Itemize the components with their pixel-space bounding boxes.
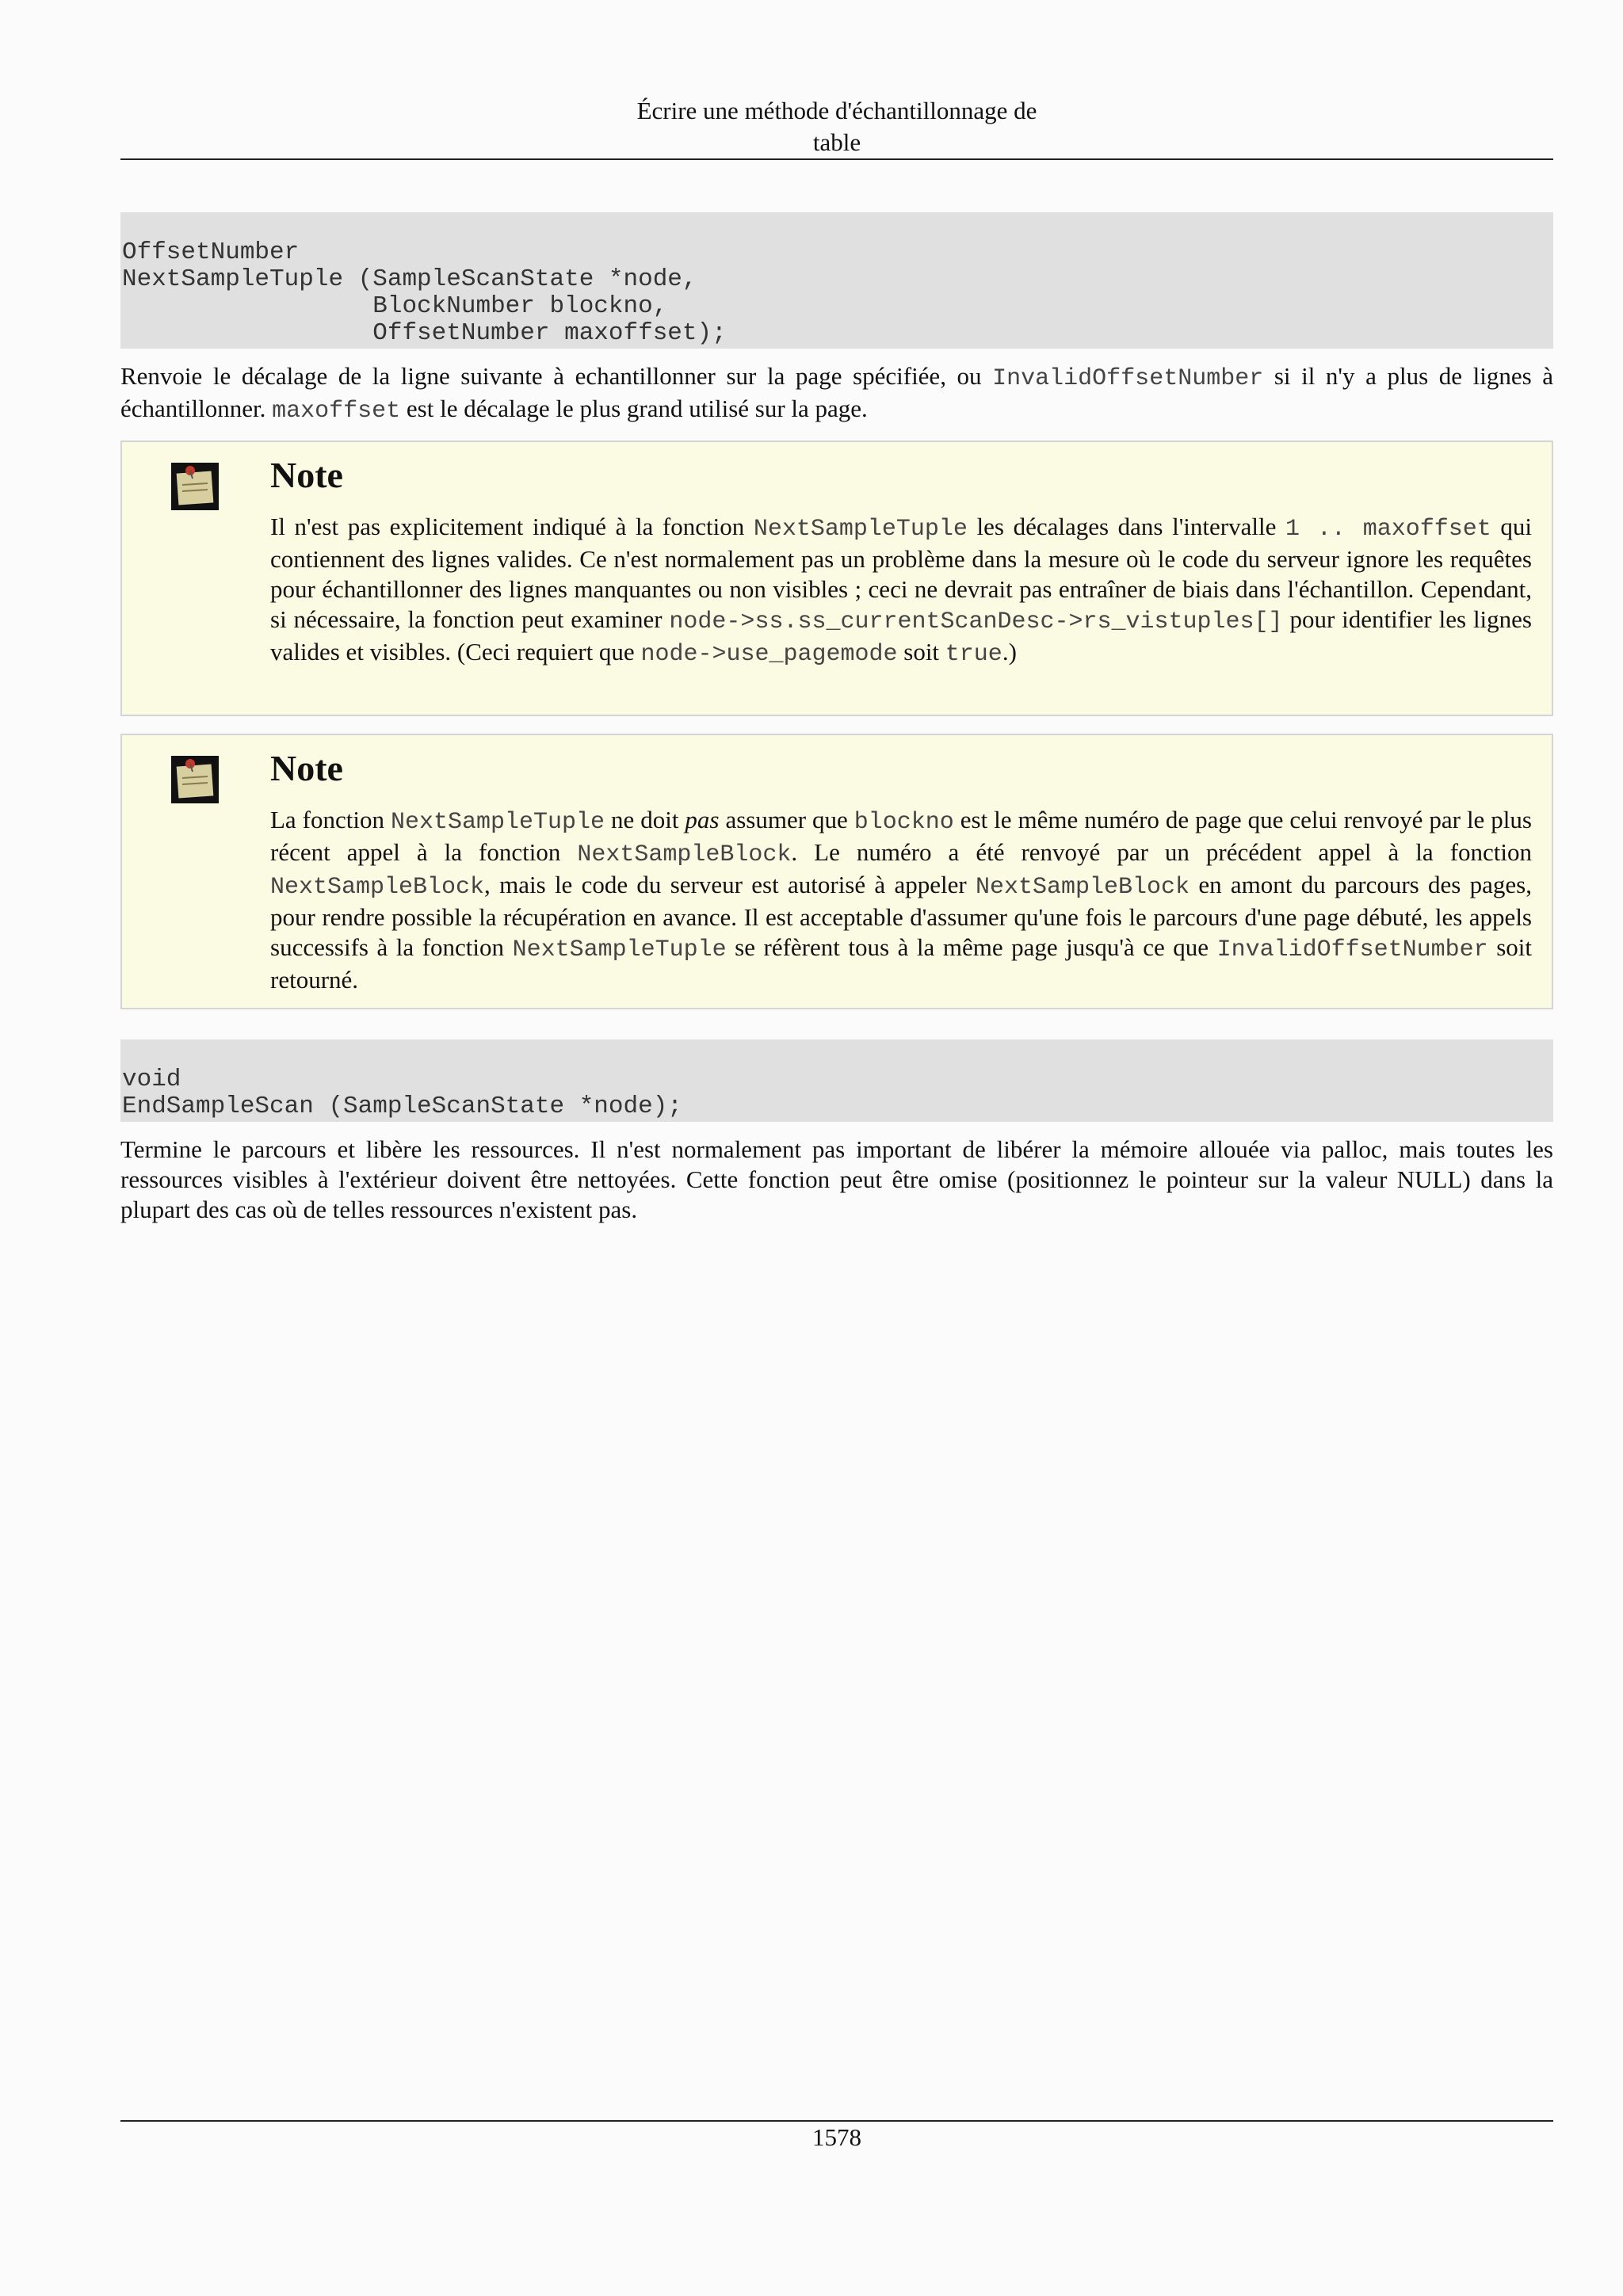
synopsis-line: EndSampleScan (SampleScanState *node); — [122, 1093, 682, 1120]
code-literal: node->ss.ss_currentScanDesc->rs_vistuples[] — [669, 608, 1283, 635]
synopsis-line: NextSampleTuple (SampleScanState *node, — [122, 265, 697, 293]
text-run: La fonction — [270, 806, 391, 833]
text-run: . Le numéro a été renvoyé par un précédent appel à la fonction — [791, 838, 1533, 866]
text-run: en amont du parcours des pages, pour rendre possible la récupération en avance. Il est acceptable d'assumer qu'une fois le parcours d'une page débuté, les appels successifs à la fonction — [270, 871, 1532, 961]
header-title-line2: table — [812, 128, 861, 156]
description-next-sample-tuple — [120, 361, 1553, 426]
text-run: est le décalage le plus grand utilisé sur la page. — [400, 395, 868, 422]
text-run: , mais le code du serveur est autorisé à appeler — [484, 871, 976, 898]
text-run: les décalages dans l'intervalle — [967, 513, 1285, 540]
header-rule — [120, 158, 1553, 160]
note-box-2 — [120, 734, 1553, 1009]
code-literal: node->use_pagemode — [640, 641, 898, 668]
text-run: soit retourné. — [270, 933, 1532, 994]
code-literal: InvalidOffsetNumber — [1216, 936, 1488, 963]
note-body — [270, 512, 1532, 669]
note-icon — [171, 463, 219, 510]
text-run: ne doit — [605, 806, 685, 833]
note-icon — [171, 756, 219, 803]
code-literal: blockno — [854, 809, 954, 836]
code-literal: NextSampleBlock — [577, 841, 792, 868]
code-literal: true — [945, 641, 1002, 668]
document-page — [120, 0, 1553, 2296]
code-literal: NextSampleTuple — [512, 936, 727, 963]
emphasis: pas — [685, 806, 720, 833]
page-number: 1578 — [812, 2123, 861, 2151]
synopsis-line: void — [122, 1066, 181, 1093]
code-literal: NextSampleTuple — [753, 516, 968, 543]
code-literal: maxoffset — [272, 398, 401, 425]
synopsis-line: OffsetNumber maxoffset); — [122, 319, 727, 347]
text-run: soit — [897, 638, 945, 666]
text-run: Il n'est pas explicitement indiqué à la fonction — [270, 513, 754, 540]
text-run: pour identifier les lignes valides et visibles. (Ceci requiert que — [270, 605, 1532, 666]
synopsis-next-sample-tuple — [120, 212, 1553, 349]
text-run: Renvoie le décalage de la ligne suivante à echantillonner sur la page spécifiée, ou — [120, 362, 993, 390]
description-end-sample-scan: Termine le parcours et libère les ressources. Il n'est normalement pas important de libérer la mémoire allouée via palloc, mais toutes les ressources visibles à l'extérieur doivent être nettoyées. Cette fonction peut être omise (positionnez le pointeur sur la valeur NULL) dans la plupart des cas où de telles ressources n'existent pas. — [120, 1135, 1553, 1223]
synopsis-line: BlockNumber blockno, — [122, 292, 668, 320]
text-run: si il n'y a plus de lignes à échantillonner. — [120, 362, 1553, 422]
synopsis-end-sample-scan — [120, 1039, 1553, 1122]
note-title: Note — [270, 748, 343, 788]
text-run: est le même numéro de page que celui renvoyé par le plus récent appel à la fonction — [270, 806, 1532, 866]
running-header — [120, 95, 1553, 158]
code-literal: NextSampleBlock — [976, 874, 1190, 901]
code-literal: NextSampleBlock — [270, 874, 485, 901]
note-body — [270, 805, 1532, 995]
header-title-line1: Écrire une méthode d'échantillonnage de — [636, 97, 1037, 124]
code-literal: InvalidOffsetNumber — [992, 365, 1264, 392]
text-run: qui contiennent des lignes valides. Ce n'est normalement pas un problème dans la mesure où le code du serveur ignore les requêtes pour échantillonner des lignes manquantes ou non visibles ; ceci ne devrait pas entraîner de biais dans l'échantillon. Cependant, si nécessaire, la fonction peut examiner — [270, 513, 1532, 633]
text-run: assumer que — [719, 806, 854, 833]
code-literal: NextSampleTuple — [390, 809, 605, 836]
text-run: .) — [1002, 638, 1017, 666]
text-run: se réfèrent tous à la même page jusqu'à ce que — [726, 933, 1217, 961]
code-literal: 1 .. maxoffset — [1285, 516, 1491, 543]
note-title: Note — [270, 455, 343, 495]
note-box-1 — [120, 441, 1553, 716]
synopsis-line: OffsetNumber — [122, 238, 300, 266]
